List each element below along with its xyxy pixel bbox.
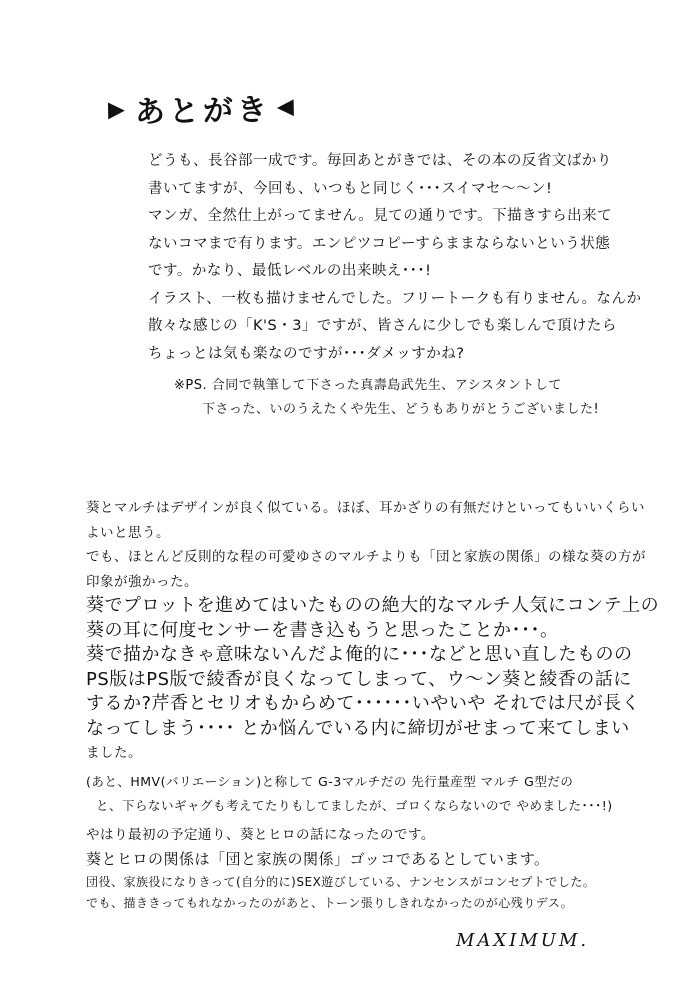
- ps-line: 下さった、いのうえたくや先生、どうもありがとうございました!: [202, 402, 600, 417]
- title-text: あとがき: [134, 92, 272, 131]
- small-line: 団役、家族役になりきって(自分的に)SEX遊びしている、ナンセンスがコンセプトでした。: [86, 874, 596, 889]
- afterword-title: [108, 84, 299, 131]
- text-line: 葵とマルチはデザインが良く似ている。ほぼ、耳かざりの有無だけといってもいいくらい: [86, 500, 646, 516]
- text-line: 書いてますが、今回も、いつもと同じく･･･スイマセ〜〜ン!: [148, 180, 553, 197]
- text-line: よいと思う。: [86, 524, 170, 541]
- text-line: ました。: [86, 745, 142, 761]
- triangle-right-icon: ▶: [107, 96, 130, 123]
- afterword-section-1: [148, 148, 668, 422]
- text-line: するか?芹香とセリオもからめて･･････いやいや それでは尺が長く: [86, 693, 641, 714]
- text-line: ないコマまで有ります。エンピツコピーすらままならないという状態: [148, 235, 611, 252]
- text-line: 印象が強かった。: [86, 573, 198, 590]
- text-line: PS版はPS版で綾香が良くなってしまって、ウ〜ン葵と綾香の話に: [86, 668, 632, 690]
- text-line: なってしまう････ とか悩んでいる内に締切がせまって来てしまい: [86, 717, 630, 739]
- text-line: イラスト、一枚も描けませんでした。フリートークも有りません。なんか: [148, 290, 642, 307]
- ps-line: ※PS. 合同で執筆して下さった真壽島武先生、アシスタントして: [174, 378, 562, 393]
- text-line: どうも、長谷部一成です。毎回あとがきでは、その本の反省文ばかり: [148, 153, 612, 169]
- signature: MAXIMUM.: [456, 930, 590, 951]
- postscript: [148, 374, 668, 422]
- text-line: でも、ほとんど反則的な程の可愛ゆさのマルチよりも「団と家族の関係」の様な葵の方が: [86, 549, 646, 565]
- note-line: (あと、HMV(バリエーション)と称して G-3マルチだの 先行量産型 マルチ G型だの: [86, 773, 574, 789]
- triangle-left-icon: ◀: [276, 93, 299, 120]
- text-line: 葵の耳に何度センサーを書き込もうと思ったことか･･･。: [86, 619, 559, 641]
- closing-note: [86, 872, 666, 914]
- note-line: と、下らないギャグも考えてたりもしてましたが、ゴロくならないので やめました･･･!): [96, 798, 613, 813]
- text-line: 葵でプロットを進めてはいたものの絶大的なマルチ人気にコンテ上の: [86, 595, 660, 616]
- small-line: でも、描ききってもれなかったのがあと、トーン張りしきれなかったのが心残りデス。: [86, 895, 574, 910]
- text-line: です。かなり、最低レベルの出来映え･･･!: [148, 263, 432, 279]
- text-line: 葵で描かなきゃ意味ないんだよ俺的に･･･などと思い直したものの: [86, 644, 633, 665]
- text-line: マンガ、全然仕上がってません。見ての通りです。下描きすら出来て: [148, 208, 613, 224]
- afterword-section-2: [86, 496, 666, 914]
- text-line: ちょっとは気も楽なのですが･･･ダメッすかね?: [148, 345, 465, 362]
- text-line: 散々な感じの「K'S・3」ですが、皆さんに少しでも楽しんで頂けたら: [148, 318, 617, 334]
- text-line: 葵とヒロの関係は「団と家族の関係」ゴッコであるとしています。: [86, 850, 550, 868]
- text-line: やはり最初の予定通り、葵とヒロの話になったのです。: [86, 826, 435, 843]
